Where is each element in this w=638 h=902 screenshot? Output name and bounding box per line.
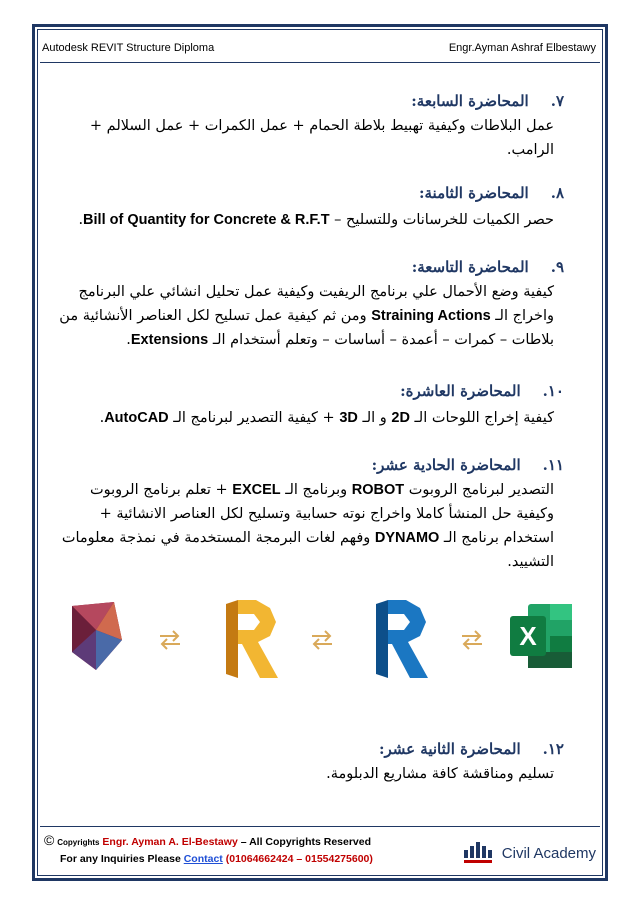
svg-text:X: X	[519, 621, 537, 651]
text-segment: وبرنامج الـ	[280, 482, 352, 498]
lecture-12-line: تسليم ومناقشة كافة مشاريع الدبلومة.	[326, 766, 554, 782]
lecture-title-text: المحاضرة الحادية عشر:	[371, 456, 521, 474]
text-segment: كيفية إخراج اللوحات الـ	[409, 410, 554, 426]
exchange-arrows-icon	[458, 626, 486, 654]
contact-link[interactable]: Contact	[183, 853, 223, 865]
lecture-number: ١٠.	[542, 382, 564, 400]
text-segment: بلاطات – كمرات – أعمدة – أساسات – وتعلم أستخدام الـ	[208, 332, 554, 348]
lecture-10	[100, 382, 564, 430]
lecture-11-line-1	[62, 478, 554, 502]
english-term: DYNAMO	[374, 530, 440, 546]
text-segment: وفهم لغات البرمجة المستخدمة في نمذجة معلومات	[61, 530, 375, 546]
lecture-10-title	[100, 382, 564, 400]
footer-author: Engr. Ayman A. El-Bestawy	[102, 836, 238, 848]
text-segment: التصدير لبرنامج الروبوت	[404, 482, 554, 498]
lecture-9-title	[59, 258, 564, 276]
english-term: 2D	[391, 410, 410, 426]
lecture-11-line-4: التشييد.	[507, 554, 554, 570]
lecture-8-line	[78, 208, 554, 232]
text-segment: حصر الكميات للخرسانات وللتسليح –	[329, 212, 554, 228]
lecture-12-title	[326, 740, 564, 758]
lecture-11-line-2: وكيفية حل المنشأ كاملا واخراج نوته حسابية وتسليح لكل العناصر الانشائية +	[99, 506, 554, 522]
page-footer	[44, 832, 373, 867]
english-term: EXCEL	[232, 482, 281, 498]
footer-phones: (01064662424 – 01554275600)	[225, 853, 373, 865]
footer-divider	[40, 826, 600, 827]
text-segment: + تعلم برنامج الروبوت	[89, 482, 233, 498]
exchange-arrows-icon	[156, 626, 184, 654]
lecture-number: ٧.	[550, 92, 564, 110]
header-divider	[40, 62, 600, 63]
lecture-number: ١١.	[542, 456, 564, 474]
lecture-title-text: المحاضرة التاسعة:	[411, 258, 529, 276]
lecture-number: ٩.	[550, 258, 564, 276]
dynamo-logo-icon	[68, 600, 126, 672]
header-author: Engr.Ayman Ashraf Elbestawy	[448, 42, 596, 54]
page-header	[42, 42, 596, 60]
footer-rights: – All Copyrights Reserved	[240, 836, 372, 848]
lecture-8	[78, 184, 564, 232]
civil-academy-logo-icon	[462, 840, 496, 866]
lecture-11	[62, 456, 564, 574]
text-segment: واخراج الـ	[490, 308, 554, 324]
lecture-7-line-2: الرامب.	[506, 142, 554, 158]
lecture-9-line-1: كيفية وضع الأحمال علي برنامج الريفيت وكيفية عمل تحليل انشائي علي البرنامج	[78, 284, 554, 300]
lecture-7-line-1: عمل البلاطات وكيفية تهبيط بلاطة الحمام + عمل الكمرات + عمل السلالم +	[89, 118, 554, 134]
english-term: ROBOT	[351, 482, 405, 498]
text-segment: ومن ثم كيفية عمل تسليح لكل العناصر الأنشائية من	[59, 308, 372, 324]
excel-logo-icon	[508, 600, 574, 672]
civil-academy-brand	[462, 840, 596, 866]
english-term: 3D	[339, 410, 358, 426]
text-segment: و الـ	[357, 410, 392, 426]
header-course-title: Autodesk REVIT Structure Diploma	[42, 42, 215, 54]
lecture-7	[90, 92, 564, 162]
english-term: Straining Actions	[371, 308, 491, 324]
footer-inquiry-text: For any Inquiries Please	[60, 853, 184, 865]
english-term: Bill of Quantity for Concrete & R.F.T	[83, 212, 330, 228]
text-segment: استخدام برنامج الـ	[439, 530, 554, 546]
english-term: Extensions	[130, 332, 209, 348]
english-term: AutoCAD	[104, 410, 169, 426]
lecture-7-title	[90, 92, 564, 110]
copyright-symbol: ©	[44, 832, 55, 848]
lecture-11-title	[62, 456, 564, 474]
lecture-11-line-3	[62, 526, 554, 550]
revit-logo-icon	[220, 600, 284, 680]
lecture-number: ١٢.	[542, 740, 564, 758]
text-segment: .	[126, 332, 131, 348]
text-segment: .	[78, 212, 84, 228]
lecture-8-title	[78, 184, 564, 202]
software-logos-row	[60, 600, 580, 680]
lecture-title-text: المحاضرة الثانية عشر:	[378, 740, 521, 758]
lecture-9-line-3	[59, 328, 554, 352]
brand-name: Civil Academy	[501, 844, 596, 862]
footer-contact-line	[44, 851, 373, 867]
lecture-title-text: المحاضرة السابعة:	[411, 92, 529, 110]
exchange-arrows-icon	[308, 626, 336, 654]
lecture-title-text: المحاضرة العاشرة:	[400, 382, 521, 400]
lecture-9-line-2	[59, 304, 554, 328]
lecture-12	[326, 740, 564, 786]
lecture-9	[59, 258, 564, 352]
robot-structural-logo-icon	[370, 600, 434, 680]
text-segment: + كيفية التصدير لبرنامج الـ	[168, 410, 340, 426]
text-segment: .	[99, 410, 105, 426]
lecture-title-text: المحاضرة الثامنة:	[418, 184, 529, 202]
copyrights-word: Copyrights	[57, 838, 100, 847]
footer-copyright-line	[44, 832, 373, 851]
lecture-number: ٨.	[550, 184, 564, 202]
lecture-10-line	[100, 406, 554, 430]
